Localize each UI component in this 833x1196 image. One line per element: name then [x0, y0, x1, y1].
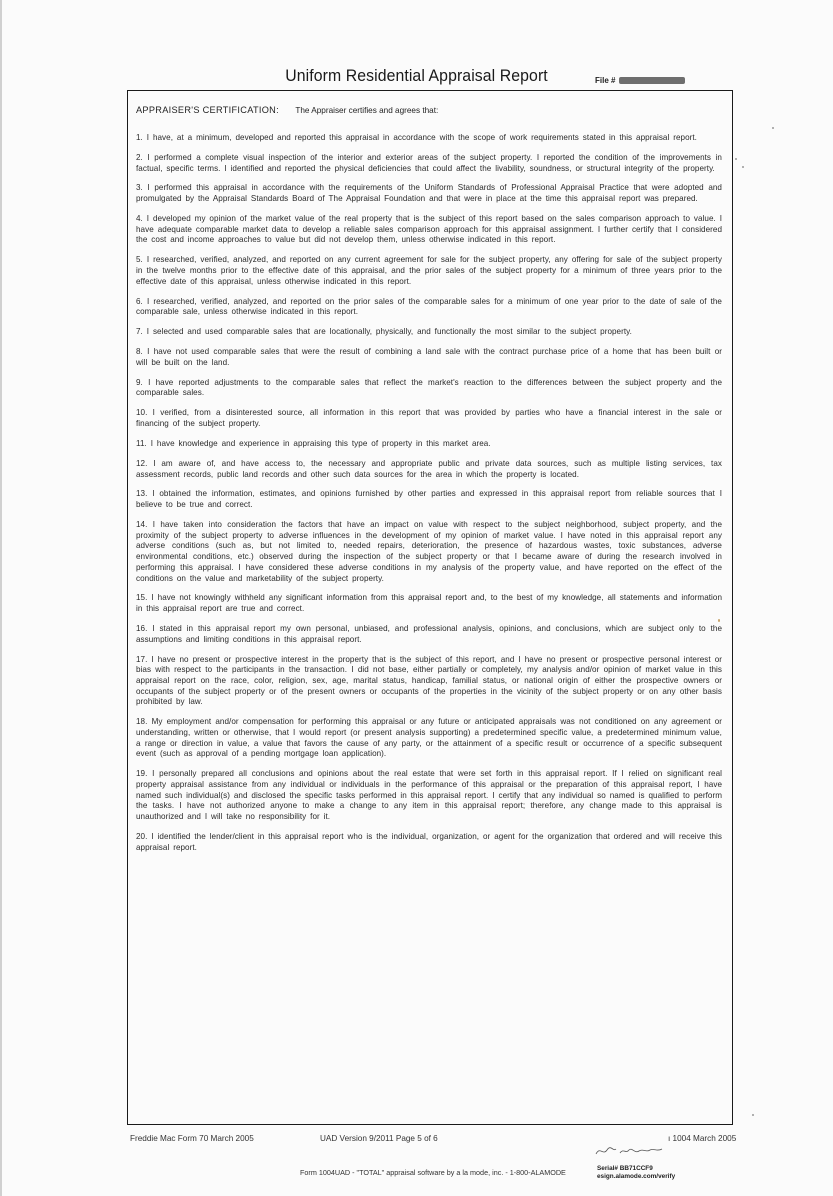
scan-speck [735, 158, 737, 160]
certification-item: 6. I researched, verified, analyzed, and reported on the prior sales of the comparable sales for a minimum of one year prior to the date of sale of the comparable sale, unless otherwise indicated in this report. [136, 296, 722, 317]
redacted-file-number [619, 77, 685, 84]
scan-speck [742, 166, 744, 168]
certification-item: 16. I stated in this appraisal report my own personal, unbiased, and professional analysis, opinions, and conclusions, which are subject only to the assumptions and limiting conditions in this appraisal report. [136, 624, 722, 644]
esign-serial [597, 1165, 675, 1181]
verify-url: esign.alamode.com/verify [597, 1173, 676, 1180]
certification-items [136, 133, 722, 863]
certification-item: 11. I have knowledge and experience in appraising this type of property in this market area. [136, 438, 491, 448]
certification-item: 7. I selected and used comparable sales that are locationally, physically, and functionally the most similar to the subject property. [136, 327, 632, 337]
certification-item: 10. I verified, from a disinterested source, all information in this report that was provided by parties who have a financial interest in the sale or financing of the subject property. [136, 408, 722, 429]
certification-title: APPRAISER'S CERTIFICATION: [136, 105, 279, 115]
certification-item: 1. I have, at a minimum, developed and reported this appraisal in accordance with the scope of work requirements stated in this appraisal report. [136, 133, 697, 142]
certification-item: 8. I have not used comparable sales that were the result of combining a land sale with the contract purchase price of a home that has been built or will be built on the land. [136, 347, 722, 367]
certification-intro: The Appraiser certifies and agrees that: [295, 106, 439, 115]
file-number-label: File # [595, 76, 616, 85]
certification-item: 12. I am aware of, and have access to, the necessary and appropriate public and private data sources, such as multiple listing services, tax assessment records, public land records and other such data sources for the area in which the property is located. [136, 458, 722, 479]
report-title: Uniform Residential Appraisal Report [285, 66, 548, 85]
certification-item: 2. I performed a complete visual inspection of the interior and exterior areas of the subject property. I reported the condition of the improvements in factual, specific terms. I identified and reported the physical deficiencies that could affect the livability, soundness, or structural integrity of the property. [136, 152, 722, 173]
page-footer [0, 1134, 833, 1194]
certification-item: 20. I identified the lender/client in this appraisal report who is the individual, organization, or agent for the organization that ordered and will receive this appraisal report. [136, 832, 722, 852]
footer-form-left: Freddie Mac Form 70 March 2005 [130, 1134, 254, 1143]
certification-item: 19. I personally prepared all conclusions and opinions about the real estate that were set forth in this appraisal report. If I relied on significant real property appraisal assistance from any individual or individuals in the performance of this appraisal or the preparation of this appraisal report, I have named such individual(s) and disclosed the specific tasks performed in this appraisal report. I certify that any individual so named is qualified to perform the tasks. I have not authorized anyone to make a change to any item in this appraisal report; therefore, any change made to this appraisal is unauthorized and I will take no responsibility for it. [136, 769, 722, 822]
file-number [595, 76, 685, 85]
footer-version-page: UAD Version 9/2011 Page 5 of 6 [320, 1134, 438, 1143]
scan-speck [772, 127, 774, 129]
footer-software: Form 1004UAD - "TOTAL" appraisal software by a la mode, inc. - 1-800-ALAMODE [300, 1168, 566, 1177]
certification-item: 5. I researched, verified, analyzed, and reported on any current agreement for sale for the subject property, any offering for sale of the subject property in the twelve months prior to the effective date of this appraisal, and the prior sales of the subject property for a minimum of three years prior to the effective date of this appraisal, unless otherwise indicated in this report. [136, 255, 722, 286]
scan-speck [752, 1114, 754, 1116]
footer-form-right: ı 1004 March 2005 [668, 1134, 737, 1143]
certification-item: 18. My employment and/or compensation for performing this appraisal or any future or anticipated appraisals was not conditioned on any agreement or understanding, written or otherwise, that I would report (or present analysis supporting) a predetermined specific value, a predetermined minimum value, a range or direction in value, a value that favors the cause of any party, or the attainment of a specific result or occurrence of a specific subsequent event (such as approval of a pending mortgage loan application). [136, 717, 722, 759]
certification-item: 9. I have reported adjustments to the comparable sales that reflect the market's reaction to the differences between the subject property and the comparable sales. [136, 377, 722, 398]
certification-box [127, 90, 733, 1125]
certification-item: 17. I have no present or prospective interest in the property that is the subject of this report, and I have no present or prospective personal interest or bias with respect to the participants in the transaction. I did not base, either partially or completely, my analysis and/or opinion of market value in this appraisal report on the race, color, religion, sex, age, marital status, handicap, familial status, or national origin of either the prospective owners or occupants of the subject property or of the present owners or occupants of the properties in the vicinity of the subject property or on any other basis prohibited by law. [136, 654, 722, 707]
scan-speck [718, 619, 720, 622]
page-edge [0, 0, 2, 1196]
certification-item: 4. I developed my opinion of the market value of the real property that is the subject of this report based on the sales comparison approach to value. I have adequate comparable market data to develop a reliable sales comparison approach for this appraisal assignment. I further certify that I considered the cost and income approaches to value but did not develop them, unless otherwise indicated in this report. [136, 214, 722, 245]
certification-heading [136, 105, 438, 115]
serial-number: Serial# BB71CCF9 [597, 1165, 653, 1172]
certification-item: 13. I obtained the information, estimates, and opinions furnished by other parties and expressed in this appraisal report from reliable sources that I believe to be true and correct. [136, 489, 722, 510]
certification-item: 15. I have not knowingly withheld any significant information from this appraisal report and, to the best of my knowledge, all statements and information in this appraisal report are true and correct. [136, 593, 722, 614]
certification-item: 3. I performed this appraisal in accordance with the requirements of the Uniform Standards of Professional Appraisal Practice that were adopted and promulgated by the Appraisal Standards Board of The Appraisal Foundation and that were in place at the time this appraisal report was prepared. [136, 183, 722, 204]
certification-item: 14. I have taken into consideration the factors that have an impact on value with respect to the subject neighborhood, subject property, and the proximity of the subject property to adverse influences in the development of my opinion of market value. I have noted in this appraisal report any adverse conditions (such as, but not limited to, needed repairs, deterioration, the presence of hazardous wastes, toxic substances, adverse environmental conditions, etc.) observed during the inspection of the subject property or that I became aware of during the research involved in performing this appraisal. I have considered these adverse conditions in my analysis of the property value, and have reported on the effect of the conditions on the value and marketability of the subject property. [136, 520, 722, 583]
signature-scribble [594, 1142, 666, 1158]
